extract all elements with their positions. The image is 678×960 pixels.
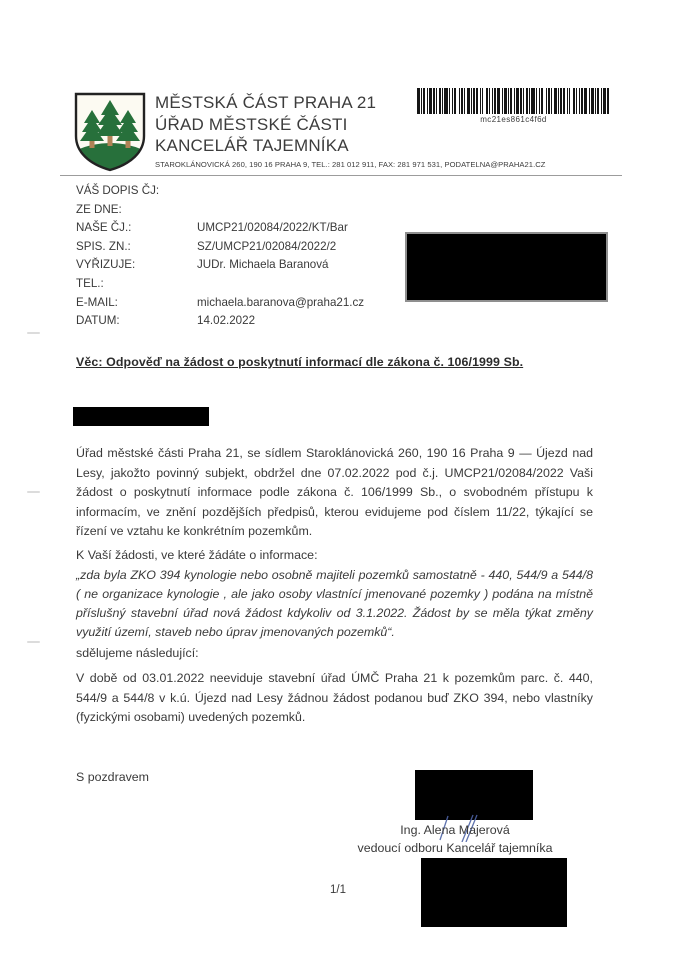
meta-value xyxy=(197,184,406,203)
meta-row-tel xyxy=(76,277,406,296)
meta-label: VYŘIZUJE: xyxy=(76,258,136,272)
redaction-box-signature xyxy=(415,770,533,820)
redaction-box-applicant xyxy=(73,407,209,426)
meta-label: E-MAIL: xyxy=(76,295,118,309)
org-name-line2: ÚŘAD MĚSTSKÉ ČÁSTI xyxy=(155,114,348,134)
meta-row-vyrizuje xyxy=(76,258,406,277)
meta-label: TEL.: xyxy=(76,276,104,290)
meta-label: DATUM: xyxy=(76,314,120,328)
meta-value: JUDr. Michaela Baranová xyxy=(197,258,329,272)
meta-row-ze-dne xyxy=(76,203,406,222)
paragraph-request-lead: K Vaší žádosti, ve které žádáte o informace: xyxy=(76,548,318,562)
paragraph-intro: Úřad městské části Praha 21, se sídlem Staroklánovická 260, 190 16 Praha 9 — Újezd nad Lesy, jakožto povinný subjekt, obdržel dne 07.02.2022 pod č.j. UMCP21/02084/2022 Vaši žádost o poskytnutí informace podle zákona č. 106/1999 Sb., o svobodném přístupu k informacím, ve znění pozdějších předpisů, kterou evidujeme pod číslem 11/22, týkající se řízení ve vztahu ke konkrétním pozemkům. xyxy=(76,446,593,539)
meta-value: michaela.baranova@praha21.cz xyxy=(197,295,365,309)
meta-value: SZ/UMCP21/02084/2022/2 xyxy=(197,239,337,253)
signatory-title: vedoucí odboru Kancelář tajemníka xyxy=(357,841,553,855)
redaction-box-addressee xyxy=(405,232,608,302)
subject-line: Věc: Odpověď na žádost o poskytnutí informací dle zákona č. 106/1999 Sb. xyxy=(76,355,524,369)
meta-row-vas-dopis xyxy=(76,184,406,203)
barcode xyxy=(417,88,610,124)
meta-label: VÁŠ DOPIS ČJ: xyxy=(76,184,160,197)
meta-row-spis-zn xyxy=(76,240,406,259)
fold-mark-top xyxy=(27,332,40,334)
signature-block xyxy=(330,821,580,857)
fold-mark-middle xyxy=(27,491,40,493)
meta-label: ZE DNE: xyxy=(76,202,122,216)
fold-mark-bottom xyxy=(27,641,40,643)
meta-row-email xyxy=(76,296,406,315)
org-address-line: STAROKLÁNOVICKÁ 260, 190 16 PRAHA 9, TEL.: 281 012 911, FAX: 281 971 531, PODATELNA@PRAHA21.CZ xyxy=(155,159,546,169)
closing-salutation: S pozdravem xyxy=(76,770,150,784)
barcode-label: mc21es861c4f6d xyxy=(480,115,547,124)
reference-block xyxy=(76,184,406,333)
paragraph-answer: V době od 03.01.2022 neeviduje stavební úřad ÚMČ Praha 21 k pozemkům parc. č. 440, 544/9 a 544/8 v k.ú. Újezd nad Lesy žádnou žádost podanou buď ZKO 394, nebo vlastníky (fyzickými osobami) uvedených pozemků. xyxy=(76,671,593,725)
meta-value xyxy=(197,203,406,222)
org-name-line1: MĚSTSKÁ ČÁST PRAHA 21 xyxy=(155,93,377,112)
org-name-line3: KANCELÁŘ TAJEMNÍKA xyxy=(155,136,349,155)
redaction-box-stamp xyxy=(421,858,567,927)
paragraph-request-quote: „zda byla ZKO 394 kynologie nebo osobně majiteli pozemků samostatně - 440, 544/9 a 544/8 ( ne organizace kynologie , ale jako osoby vlastnící jmenované pozemky ) podána na místně příslušný stavební úřad nová žádost kdykoliv od 3.1.2022. Žádost by se měla týkat změny využití území, staveb nebo úprav jmenovaných pozemků“. xyxy=(76,568,593,639)
meta-value xyxy=(197,277,406,296)
page-number: 1/1 xyxy=(330,884,346,896)
meta-value: UMCP21/02084/2022/KT/Bar xyxy=(197,221,348,235)
meta-label: NAŠE ČJ.: xyxy=(76,221,132,235)
praha21-coat-of-arms-icon xyxy=(70,90,150,174)
meta-row-nase-cj xyxy=(76,221,406,240)
meta-label: SPIS. ZN.: xyxy=(76,239,131,253)
meta-row-datum xyxy=(76,314,406,333)
barcode-bars xyxy=(417,88,610,114)
signatory-name: Ing. Alena Majerová xyxy=(400,823,510,837)
header-divider xyxy=(60,175,622,176)
paragraph-answer-lead: sdělujeme následující: xyxy=(76,646,199,660)
meta-value: 14.02.2022 xyxy=(197,314,256,328)
